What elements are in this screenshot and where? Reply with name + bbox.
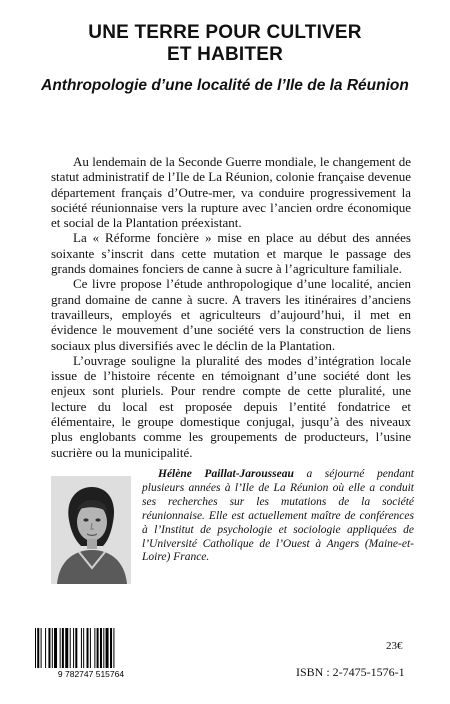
title-line-2: ET HABITER (167, 44, 283, 65)
barcode-bar (94, 628, 95, 668)
barcode-bar (52, 628, 53, 668)
author-portrait-image (51, 476, 131, 584)
barcode-bar (113, 628, 114, 668)
summary-paragraph: La « Réforme foncière » mise en place au début des années soixante s’inscrit dans cette mutation et marque le passage des grands domaines fonciers de canne à sucre à l’agriculture familiale. (51, 230, 411, 277)
barcode-bar (83, 628, 84, 668)
price-label: 23€ (386, 640, 403, 652)
barcode-bar (97, 628, 99, 668)
barcode-bar (41, 628, 42, 668)
barcode-bar (60, 628, 61, 668)
title-line-1: UNE TERRE POUR CULTIVER (88, 22, 362, 43)
author-photo (51, 476, 131, 584)
author-bio (142, 468, 414, 565)
barcode-bar (110, 628, 112, 668)
barcode-bar (103, 628, 104, 668)
author-bio-text: a séjourné pendant plusieurs années à l’Ile de La Réunion où elle a conduit ses recherches sur les mutations de la société réunionnaise. Elle est actuellement maître de conférences à l’Institut de psychologie et sociologie appliquées de l’Université Catholique de l’Ouest à Angers (Maine-et-Loire) France. (142, 468, 415, 564)
barcode-number: 9 782747 515764 (57, 669, 125, 679)
summary-text (51, 154, 411, 460)
barcode-bar (90, 628, 91, 668)
barcode-bar (45, 628, 46, 668)
barcode-bar (37, 628, 39, 668)
summary-paragraph: Au lendemain de la Seconde Guerre mondiale, le changement de statut administratif de l’Ile de La Réunion, colonie française devenue département français d’Outre-mer, va conduire progressivement la société réunionnaise vers la rupture avec l’ancien ordre économique et social de la Plantation préexistant. (51, 154, 411, 231)
book-title (0, 22, 450, 66)
barcode-bar (65, 628, 68, 668)
barcode-bar (70, 628, 71, 668)
book-subtitle: Anthropologie d’une localité de l’Ile de la Réunion (41, 77, 409, 94)
barcode-bar (87, 628, 89, 668)
isbn-label: ISBN : 2-7475-1576-1 (296, 665, 405, 679)
barcode (31, 627, 151, 679)
barcode-bar (73, 628, 74, 668)
barcode-bar (35, 628, 36, 668)
barcode-bar (54, 628, 57, 668)
summary-paragraph: L’ouvrage souligne la pluralité des modes d’intégration locale issue de l’histoire récente en témoignant d’une société dont les enjeux sont pluriels. Pour rendre compte de cette pluralité, une lecture du local est proposée depuis l’entité fondatrice et élémentaire, le groupe domestique conjugal, jusqu’à des niveaux plus englobants comme les groupements de producteurs, l’usine sucrière ou la municipalité. (51, 352, 411, 460)
barcode-bars (35, 628, 114, 668)
barcode-bar (48, 628, 50, 668)
barcode-bar (75, 628, 77, 668)
barcode-bar (62, 628, 64, 668)
barcode-bar (81, 628, 82, 668)
author-name: Hélène Paillat-Jarousseau (158, 468, 294, 480)
summary-paragraph: Ce livre propose l’étude anthropologique d’une localité, ancien grand domaine de canne à sucre. A travers les itinéraires d’anciens travailleurs, employés et agriculteurs d’aujourd’hui, il met en évidence le mouvement d’une société vers la construction de liens sociaux plus diversifiés avec le déclin de la Plantation. (51, 276, 411, 353)
barcode-bar (106, 628, 109, 668)
barcode-bar (100, 628, 102, 668)
